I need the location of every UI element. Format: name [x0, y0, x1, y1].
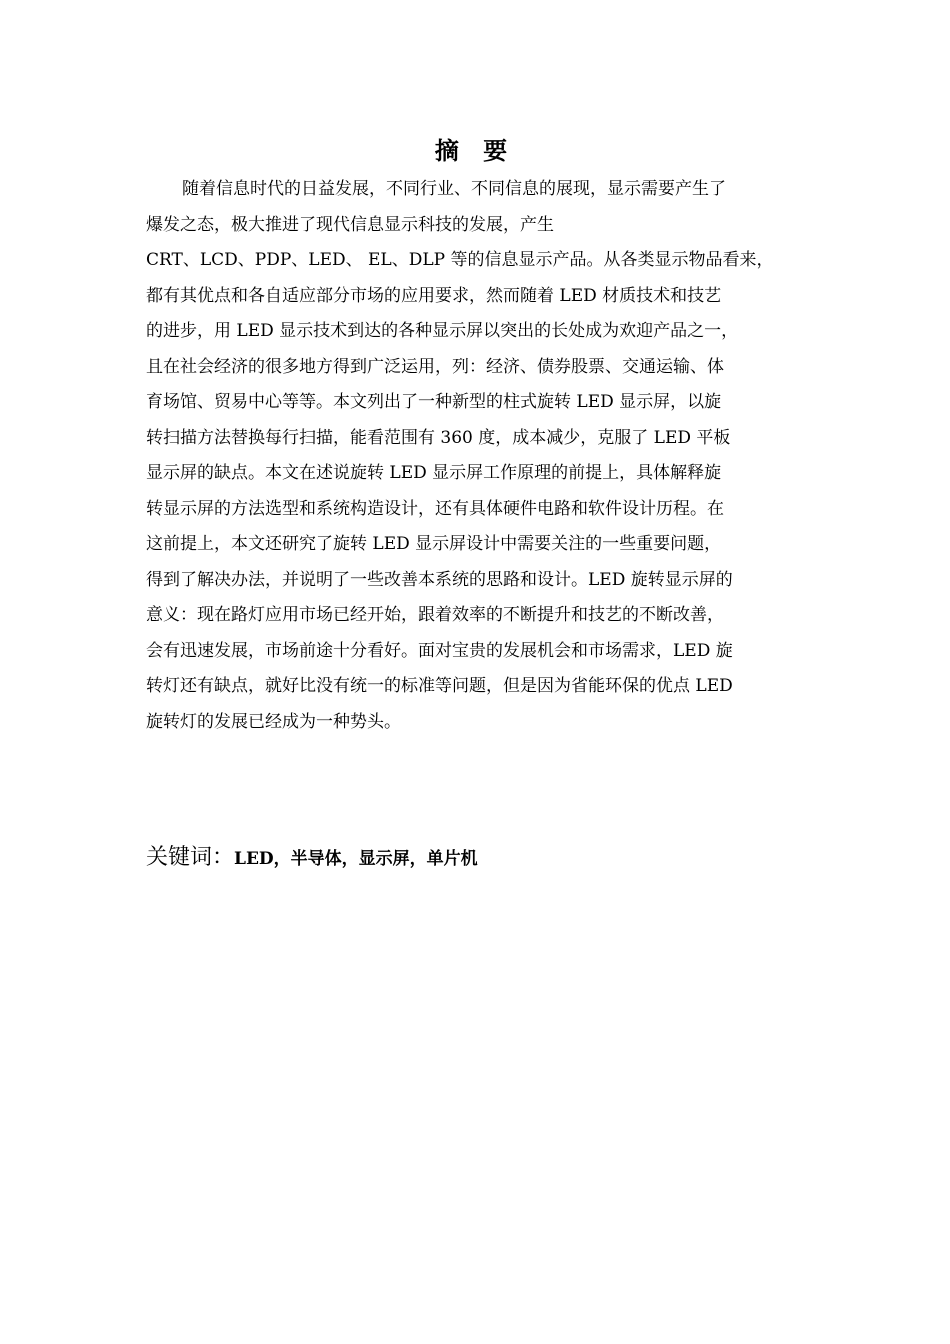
keywords-value: LED，半导体，显示屏，单片机: [234, 849, 478, 869]
abstract-title: 摘 要: [434, 136, 516, 165]
abstract-line: 随着信息时代的日益发展，不同行业、不同信息的展现，显示需要产生了: [182, 179, 726, 199]
abstract-body: [146, 172, 806, 740]
abstract-line: 转显示屏的方法选型和系统构造设计，还有具体硬件电路和软件设计历程。在: [146, 498, 724, 519]
abstract-line: 这前提上，本文还研究了旋转 LED 显示屏设计中需要关注的一些重要问题，: [146, 534, 722, 554]
abstract-line: 旋转灯的发展已经成为一种势头。: [146, 711, 401, 732]
abstract-line: 转扫描方法替换每行扫描，能看范围有 360 度，成本减少，克服了 LED 平板: [146, 427, 731, 448]
abstract-line: 显示屏的缺点。本文在述说旋转 LED 显示屏工作原理的前提上，具体解释旋: [146, 463, 722, 483]
abstract-line: 的进步，用 LED 显示技术到达的各种显示屏以突出的长处成为欢迎产品之一，: [146, 321, 739, 341]
abstract-line: 得到了解决办法，并说明了一些改善本系统的思路和设计。LED 旋转显示屏的: [146, 569, 733, 590]
abstract-line: 爆发之态，极大推进了现代信息显示科技的发展，产生: [146, 214, 554, 235]
abstract-line: 且在社会经济的很多地方得到广泛运用，列：经济、债券股票、交通运输、体: [146, 356, 724, 377]
abstract-line: CRT、LCD、PDP、LED、 EL、DLP 等的信息显示产品。从各类显示物品看来，: [146, 250, 774, 270]
keywords-label: 关键词：: [146, 845, 235, 870]
abstract-line: 转灯还有缺点，就好比没有统一的标准等问题，但是因为省能环保的优点 LED: [146, 676, 733, 696]
abstract-line: 育场馆、贸易中心等等。本文列出了一种新型的柱式旋转 LED 显示屏，以旋: [146, 392, 722, 412]
keywords: [146, 840, 806, 877]
abstract-line: 会有迅速发展，市场前途十分看好。面对宝贵的发展机会和市场需求，LED 旋: [146, 640, 733, 661]
abstract-line: 意义：现在路灯应用市场已经开始，跟着效率的不断提升和技艺的不断改善，: [146, 605, 724, 625]
abstract-line: 都有其优点和各自适应部分市场的应用要求，然而随着 LED 材质技术和技艺: [146, 285, 722, 306]
